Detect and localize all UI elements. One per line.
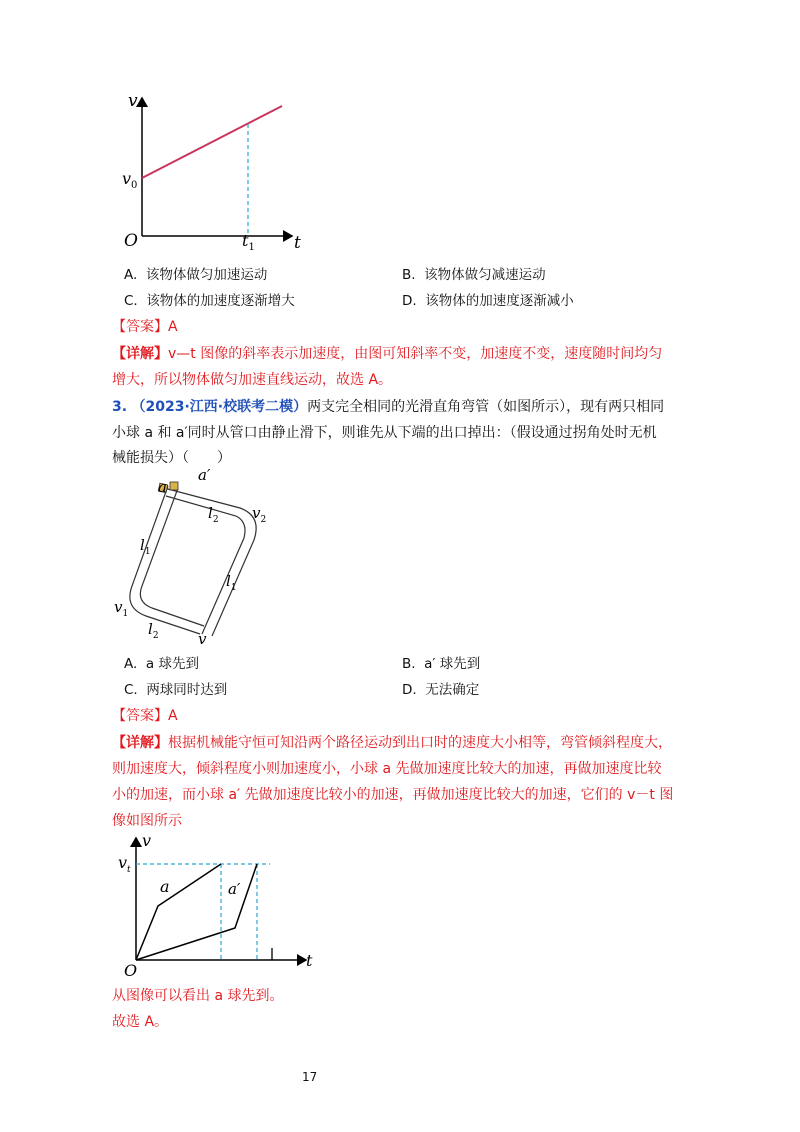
figure-vt-linear xyxy=(110,88,310,258)
q2-explanation-line1: 【详解】v—t 图像的斜率表示加速度，由图可知斜率不变，加速度不变，速度随时间均匀 xyxy=(112,346,663,362)
q3-explanation-line2: 则加速度大，倾斜程度小则加速度小，小球 a 先做加速度比较大的加速，再做加速度比较 xyxy=(112,761,662,777)
option-a: A. 该物体做匀加速运动 xyxy=(124,267,268,283)
origin-label: O xyxy=(124,231,138,251)
q2-answer: 【答案】A xyxy=(112,319,178,335)
q3-conclusion1: 从图像可以看出 a 球先到。 xyxy=(112,988,284,1004)
figure-bent-tubes xyxy=(112,468,282,648)
q3-option-c: C. 两球同时达到 xyxy=(124,682,228,698)
q3-explanation-line1: 【详解】根据机械能守恒可知沿两个路径运动到出口时的速度大小相等，弯管倾斜程度大， xyxy=(112,735,672,751)
page-number: 17 xyxy=(302,1070,318,1084)
figure-vt-comparison xyxy=(110,830,320,980)
option-c: C. 该物体的加速度逐渐增大 xyxy=(124,293,295,309)
vt-label: $v_t$ xyxy=(118,853,131,875)
label-l2-bottom: $l_2$ xyxy=(148,620,159,641)
t-axis-label: t xyxy=(294,233,301,253)
label-l1-right: $l_1$ xyxy=(226,572,237,593)
tube-a-outer xyxy=(130,486,200,634)
label-v1: $v_1$ xyxy=(114,598,129,619)
curve-a-label: a xyxy=(160,877,170,896)
velocity-line xyxy=(142,106,282,178)
q3-option-b: B. a′ 球先到 xyxy=(402,656,481,672)
origin-label: O xyxy=(124,961,138,980)
t1-label: $t_1$ xyxy=(242,231,255,253)
v-axis-label: v xyxy=(142,831,152,850)
t-axis-label: t xyxy=(306,951,313,970)
q3-explanation-line4: 像如图所示 xyxy=(112,813,182,829)
tube-a-prime-inner xyxy=(166,496,245,634)
q3-stem-line3: 械能损失）（ ） xyxy=(112,450,231,466)
curve-a-prime xyxy=(136,864,257,960)
option-d: D. 该物体的加速度逐渐减小 xyxy=(402,293,574,309)
q2-explanation-line2: 增大，所以物体做匀加速直线运动，故选 A。 xyxy=(112,372,393,388)
label-v: v xyxy=(198,630,207,648)
v0-label: $v_0$ xyxy=(122,169,138,191)
curve-a-prime-label: a′ xyxy=(228,880,241,898)
q3-stem-line1: 3. （2023·江西·校联考二模）两支完全相同的光滑直角弯管（如图所示），现有两只相同 xyxy=(112,399,665,415)
option-b: B. 该物体做匀减速运动 xyxy=(402,267,546,283)
v-axis-label: v xyxy=(128,91,138,111)
tube-a-opening xyxy=(170,482,178,490)
label-v2: $v_2$ xyxy=(252,504,267,525)
q3-option-a: A. a 球先到 xyxy=(124,656,199,672)
label-l2-top: $l_2$ xyxy=(208,504,219,525)
q3-explanation-line3: 小的加速，而小球 a′ 先做加速度比较小的加速，再做加速度比较大的加速，它们的 v－t 图 xyxy=(112,787,674,803)
q3-answer: 【答案】A xyxy=(112,708,178,724)
tube-a-inner xyxy=(140,488,204,626)
label-a-prime: a′ xyxy=(198,468,211,484)
label-l1-left: $l_1$ xyxy=(140,536,151,557)
q3-stem-line2: 小球 a 和 a′同时从管口由静止滑下，则谁先从下端的出口掉出：（假设通过拐角处时无机 xyxy=(112,425,657,441)
q3-option-d: D. 无法确定 xyxy=(402,682,480,698)
label-a: a xyxy=(158,478,167,496)
q3-conclusion2: 故选 A。 xyxy=(112,1014,169,1030)
